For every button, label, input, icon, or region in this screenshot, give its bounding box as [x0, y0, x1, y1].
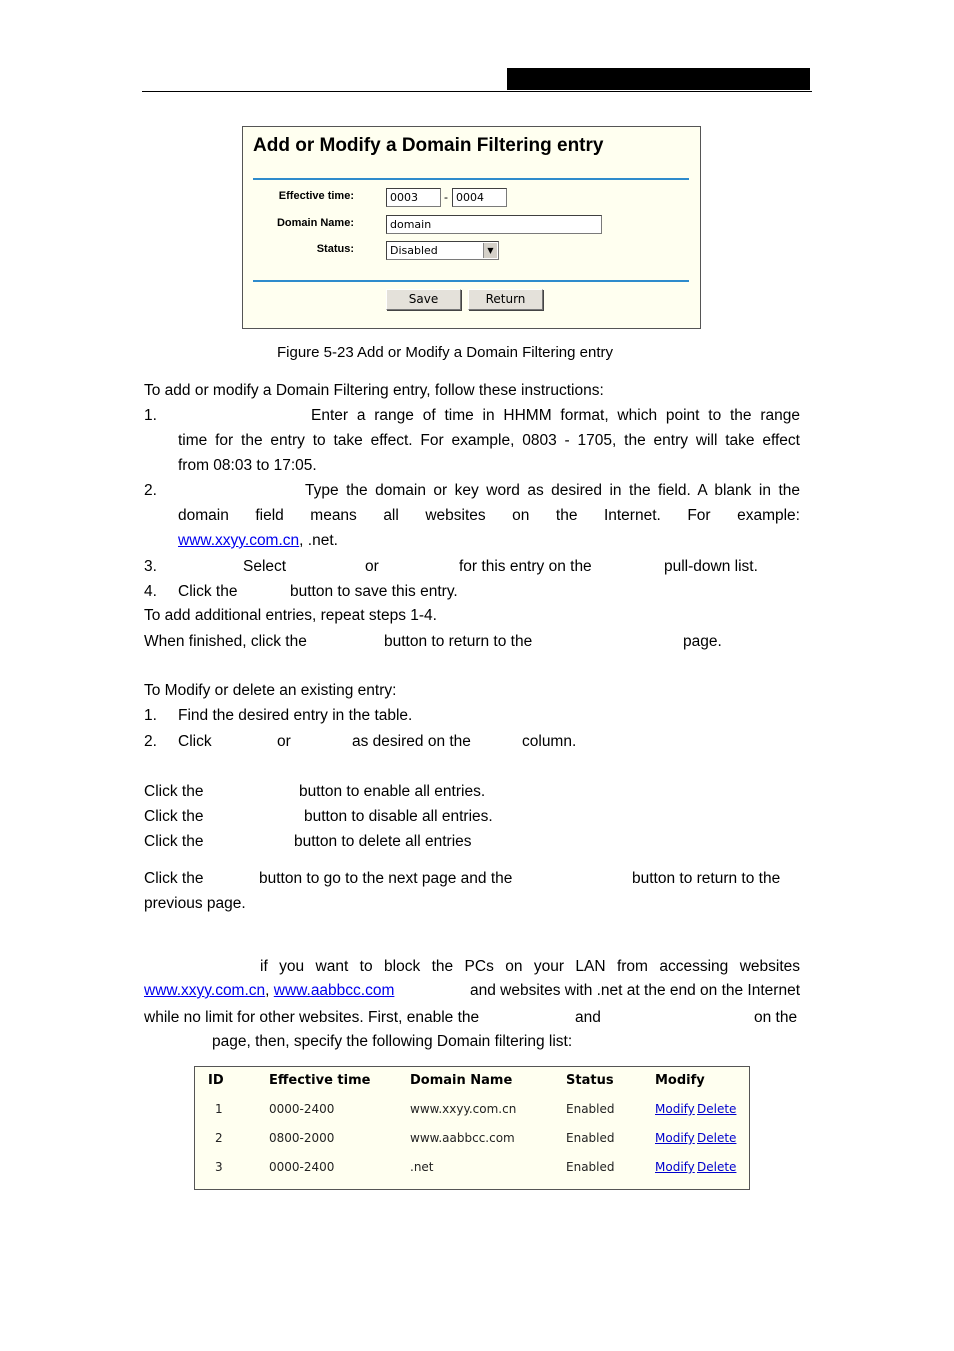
enable-all-b: button to enable all entries. — [299, 783, 486, 800]
example-line3-and: and — [575, 1009, 601, 1026]
finished-b: button to return to the — [384, 633, 533, 650]
example-link-aabbcc[interactable]: www.aabbcc.com — [273, 982, 395, 999]
step2-line3-rest: , .net. — [299, 532, 338, 549]
modify-link[interactable]: Modify — [655, 1102, 695, 1116]
chevron-down-icon[interactable]: ▼ — [483, 243, 497, 258]
finished-a: When finished, click the — [144, 633, 307, 650]
table-row — [195, 1159, 749, 1179]
header-bar — [507, 68, 810, 90]
example-line2-rest: and websites with .net at the end on the Internet — [469, 982, 800, 999]
delete-all-b: button to delete all entries — [294, 833, 472, 850]
example-line3: while no limit for other websites. First, enable the — [144, 1009, 480, 1026]
mstep2-end: column. — [522, 733, 577, 750]
step2-word: example: — [737, 507, 800, 524]
cell-time: 0000-2400 — [269, 1160, 335, 1174]
step2-word: means — [310, 507, 357, 524]
col-header-modify: Modify — [655, 1073, 705, 1088]
step2-word: the — [555, 507, 578, 524]
example-line1: if you want to block the PCs on your LAN from accessing websites — [260, 958, 800, 975]
domain-name-input[interactable]: domain — [386, 215, 602, 234]
cell-status: Enabled — [566, 1102, 615, 1116]
step2-word: domain — [178, 507, 229, 524]
step4-number: 4. — [144, 583, 157, 600]
step2-word: Internet. — [603, 507, 661, 524]
mstep2-click: Click — [178, 733, 212, 750]
next-prev-a: Click the — [144, 870, 204, 887]
next-prev-d: previous page. — [144, 895, 246, 912]
step2-line3 — [178, 528, 338, 553]
domain-filter-table — [194, 1066, 750, 1190]
enable-all-a: Click the — [144, 783, 204, 800]
status-select[interactable] — [386, 241, 499, 260]
step2-line1: Type the domain or key word as desired in the field. A blank in the — [305, 482, 800, 499]
col-header-status: Status — [566, 1073, 614, 1088]
step1-line1: Enter a range of time in HHMM format, which point to the range — [311, 407, 800, 424]
table-row — [195, 1130, 749, 1150]
domain-name-label: Domain Name: — [276, 217, 354, 229]
cell-id: 1 — [215, 1102, 223, 1116]
delete-link[interactable]: Delete — [697, 1102, 737, 1116]
return-button[interactable]: Return — [468, 289, 543, 310]
step2-number: 2. — [144, 482, 157, 499]
cell-status: Enabled — [566, 1160, 615, 1174]
intro-text: To add or modify a Domain Filtering entry, follow these instructions: — [144, 382, 604, 399]
example-line2 — [144, 978, 800, 1003]
step1-line2: time for the entry to take effect. For example, 0803 - 1705, the entry will take effect — [178, 432, 800, 449]
modify-intro: To Modify or delete an existing entry: — [144, 682, 397, 699]
col-header-domain-name: Domain Name — [410, 1073, 513, 1088]
delete-all-a: Click the — [144, 833, 204, 850]
step3-or: or — [365, 558, 379, 575]
bottom-divider — [253, 280, 689, 282]
top-divider — [253, 178, 689, 180]
step2-line2 — [178, 503, 800, 528]
step2-word: field — [255, 507, 284, 524]
status-select-value: Disabled — [390, 244, 438, 257]
col-header-id: ID — [208, 1073, 224, 1088]
step3-select: Select — [243, 558, 287, 575]
delete-link[interactable]: Delete — [697, 1160, 737, 1174]
disable-all-a: Click the — [144, 808, 204, 825]
header-rule — [142, 91, 812, 92]
example-line3-end: on the — [754, 1009, 798, 1026]
time-end-input[interactable]: 0004 — [452, 188, 507, 207]
cell-domain: www.xxyy.com.cn — [410, 1102, 517, 1116]
cell-id: 2 — [215, 1131, 223, 1145]
effective-time-label: Effective time: — [278, 190, 354, 202]
cell-domain: www.aabbcc.com — [410, 1131, 515, 1145]
step3-rest: for this entry on the — [459, 558, 592, 575]
delete-link[interactable]: Delete — [697, 1131, 737, 1145]
mstep2-rest: as desired on the — [352, 733, 471, 750]
step4-click: Click the — [178, 583, 238, 600]
example-links — [144, 978, 394, 1003]
cell-domain: .net — [410, 1160, 434, 1174]
panel-title: Add or Modify a Domain Filtering entry — [253, 135, 604, 156]
cell-id: 3 — [215, 1160, 223, 1174]
time-separator: - — [444, 190, 448, 204]
next-prev-c: button to return to the — [632, 870, 781, 887]
repeat-text: To add additional entries, repeat steps 1-4. — [144, 607, 437, 624]
time-start-input[interactable]: 0003 — [386, 188, 441, 207]
cell-time: 0800-2000 — [269, 1131, 335, 1145]
step1-line3: from 08:03 to 17:05. — [178, 457, 317, 474]
step1-number: 1. — [144, 407, 157, 424]
example-link-xxyy[interactable]: www.xxyy.com.cn — [178, 532, 300, 549]
mstep1-number: 1. — [144, 707, 157, 724]
step2-word: all — [383, 507, 399, 524]
example-line4: page, then, specify the following Domain filtering list: — [212, 1033, 573, 1050]
step3-number: 3. — [144, 558, 157, 575]
modify-link[interactable]: Modify — [655, 1160, 695, 1174]
example-link-xxyy[interactable]: www.xxyy.com.cn — [144, 982, 266, 999]
status-label: Status: — [316, 243, 354, 255]
cell-status: Enabled — [566, 1131, 615, 1145]
mstep2-or: or — [277, 733, 291, 750]
next-prev-b: button to go to the next page and the — [259, 870, 513, 887]
figure-caption: Figure 5-23 Add or Modify a Domain Filtering entry — [277, 344, 613, 361]
table-row — [195, 1101, 749, 1121]
cell-time: 0000-2400 — [269, 1102, 335, 1116]
mstep1-text: Find the desired entry in the table. — [178, 707, 413, 724]
save-button[interactable]: Save — [386, 289, 461, 310]
step2-word: For — [687, 507, 711, 524]
mstep2-number: 2. — [144, 733, 157, 750]
disable-all-b: button to disable all entries. — [304, 808, 493, 825]
modify-link[interactable]: Modify — [655, 1131, 695, 1145]
step3-end: pull-down list. — [664, 558, 758, 575]
step4-rest: button to save this entry. — [290, 583, 458, 600]
example-comma: , — [265, 982, 270, 999]
step2-word: on — [512, 507, 530, 524]
col-header-effective-time: Effective time — [269, 1073, 371, 1088]
step2-word: websites — [425, 507, 486, 524]
domain-filter-form-panel — [242, 126, 701, 329]
finished-c: page. — [683, 633, 722, 650]
